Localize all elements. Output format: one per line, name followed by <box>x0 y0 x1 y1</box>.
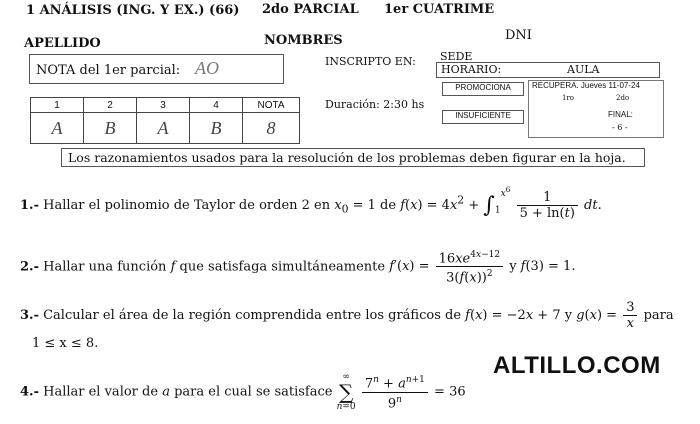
horario-box <box>436 62 660 78</box>
formula-2: f′(x) = $\frac{16xe^{4x-12}}{3(f(x))^2}$ y f(3) = 1. <box>389 250 576 286</box>
grade-value: B <box>84 113 137 144</box>
promociona-label: PROMOCIONA <box>442 82 524 96</box>
grade-header: 4 <box>190 98 243 113</box>
grade-value: B <box>190 113 243 144</box>
horario-label: HORARIO: <box>441 63 502 76</box>
recupera-col-2: 2do <box>616 94 630 102</box>
grade-header-nota: NOTA <box>243 98 300 113</box>
problem-3-range: 1 ≤ x ≤ 8. <box>32 336 99 351</box>
problem-number: 4.- <box>20 384 39 400</box>
recupera-frame <box>528 80 664 138</box>
grades-table <box>30 97 300 144</box>
final-label: FINAL: <box>608 110 633 119</box>
grade-value: A <box>31 113 84 144</box>
apellido-label: APELLIDO <box>24 36 101 51</box>
watermark-logo: ALTILLO.COM <box>493 352 661 379</box>
problem-1 <box>20 184 602 221</box>
inscripto-label: INSCRIPTO EN: <box>325 55 416 68</box>
recupera-label: RECUPERA. Jueves 11-07-24 <box>532 81 640 90</box>
duracion-label: Duración: 2:30 hs <box>325 98 425 111</box>
grade-value-nota: 8 <box>243 113 300 144</box>
recupera-col-1: 1ro <box>562 94 575 102</box>
problem-number: 1.- <box>20 198 39 213</box>
problem-text: Hallar una función <box>43 259 167 275</box>
nota-value: AO <box>195 58 219 78</box>
problem-text: Calcular el área de la región comprendida entre los gráficos de <box>43 308 462 323</box>
problem-text-2: que satisfaga simultáneamente <box>179 259 386 275</box>
course-title: 1 ANÁLISIS (ING. Y EX.) (66) <box>26 3 240 18</box>
problem-text: Hallar el polinomio de Taylor de orden 2 en <box>43 198 331 213</box>
formula-4: ∞ ∑ n=0 $\frac{7^n + a^{n+1}}{9^n}$ = 36 <box>336 372 466 412</box>
nota-box <box>29 54 284 84</box>
problem-number: 3.- <box>20 308 39 323</box>
nota-label: NOTA del 1er parcial: <box>36 63 181 78</box>
problem-number: 2.- <box>20 259 39 275</box>
grade-value: A <box>137 113 190 144</box>
dni-label: DNI <box>505 28 532 43</box>
grade-header: 3 <box>137 98 190 113</box>
term-title: 1er CUATRIME <box>384 2 495 17</box>
formula-3: f(x) = −2x + 7 y g(x) = $\frac{3}{x}$ para <box>465 300 674 331</box>
aula-label: AULA <box>567 63 600 76</box>
final-value: - 6 - <box>612 123 628 132</box>
problem-3 <box>20 300 674 331</box>
insuficiente-label: INSUFICIENTE <box>442 110 524 124</box>
problem-text: Hallar el valor de <box>43 384 159 400</box>
exam-title: 2do PARCIAL <box>262 2 359 17</box>
grade-header: 1 <box>31 98 84 113</box>
instruction-banner: Los razonamientos usados para la resolución de los problemas deben figurar en la hoja. <box>61 148 645 167</box>
problem-text-2: para el cual se satisface <box>174 384 333 400</box>
nombres-label: NOMBRES <box>264 33 343 48</box>
sede-label: SEDE <box>440 50 473 63</box>
problem-4: 4.- Hallar el valor de a para el cual se satisface ∞ ∑ n=0 $\frac{7^n + a^{n+1}}{9^n}$ = 36 <box>20 372 466 412</box>
grade-header: 2 <box>84 98 137 113</box>
formula-1: $x_0 = 1$ de $f(x) = 4x^2 + \int_1^{x^6}$ $\frac{1}{5 + \ln(t)}$ dt. <box>334 184 602 221</box>
result-box <box>440 80 664 137</box>
problem-2: 2.- Hallar una función f que satisfaga simultáneamente f′(x) = $\frac{16xe^{4x-12}}{3(f(x))^2}$ y f(3) = 1. <box>20 250 576 286</box>
